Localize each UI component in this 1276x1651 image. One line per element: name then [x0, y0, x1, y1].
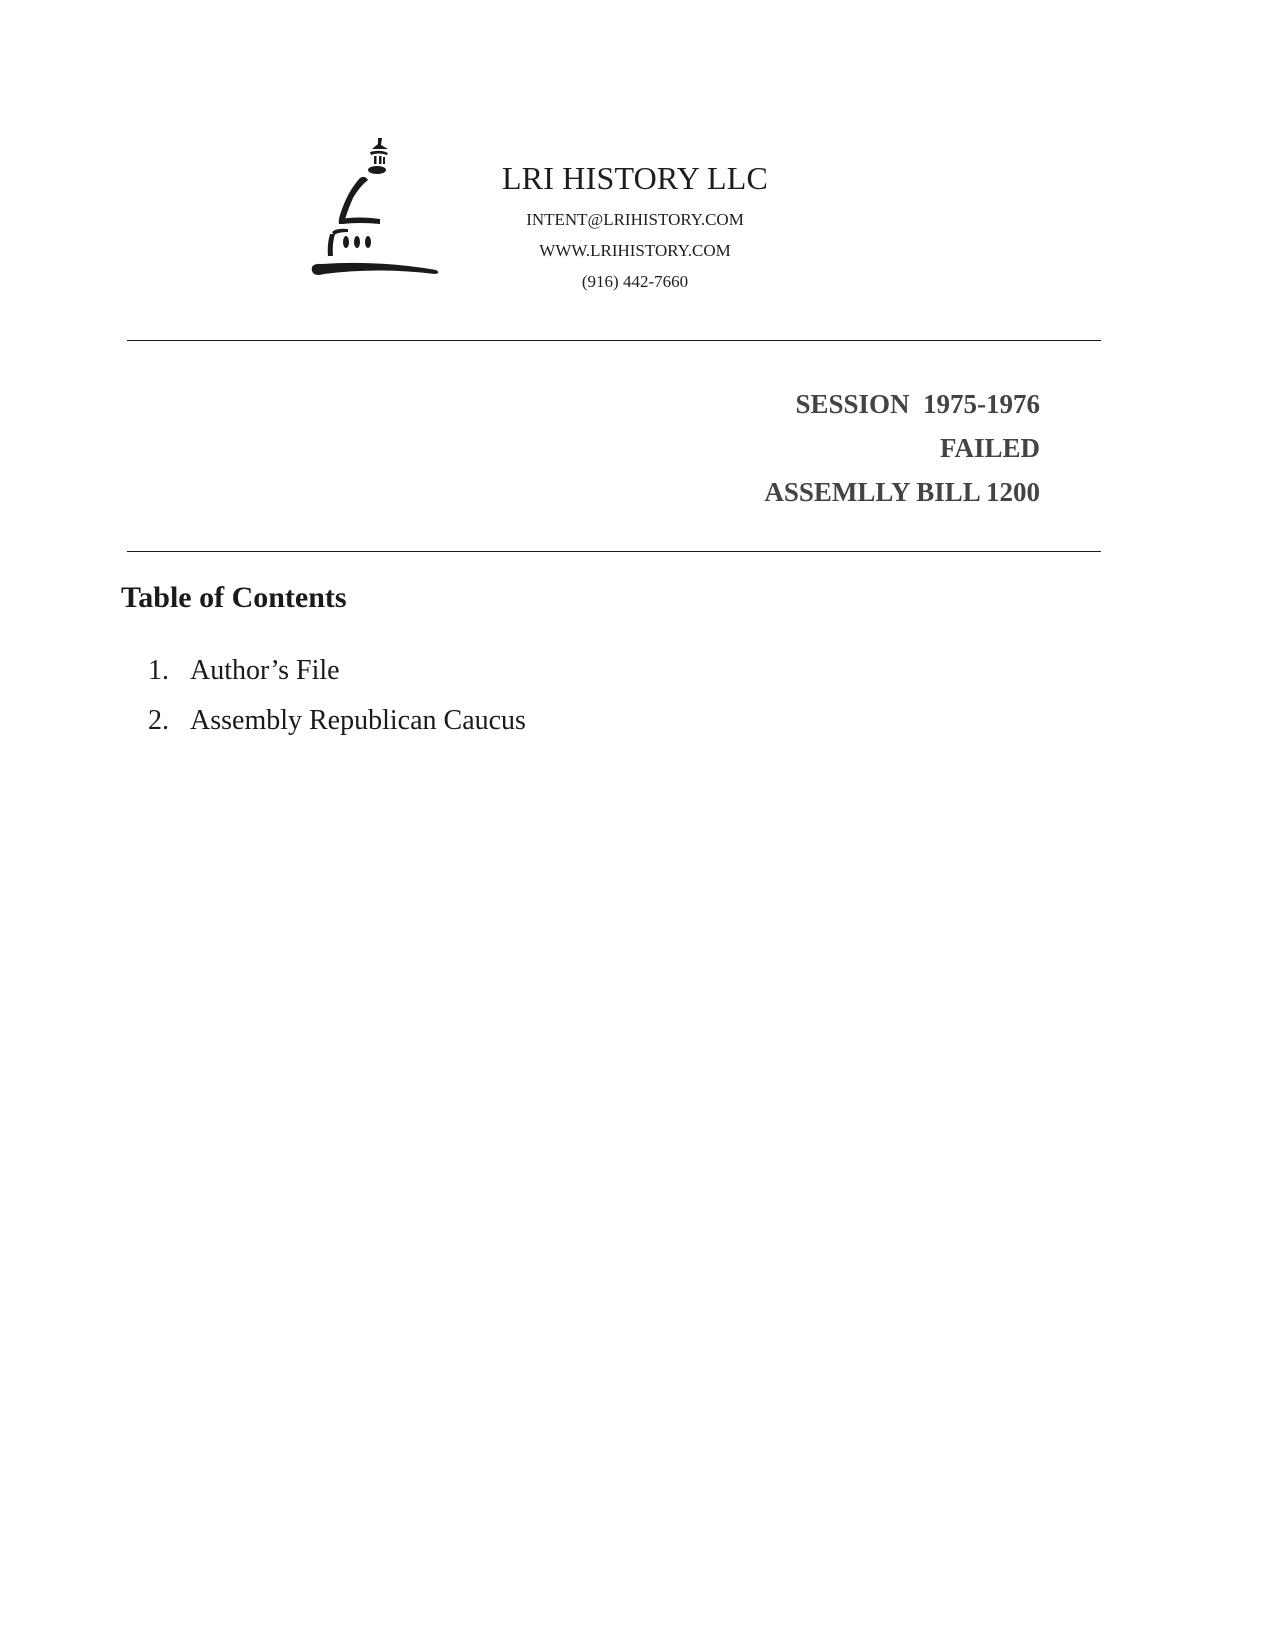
toc-item[interactable]	[148, 646, 526, 696]
bill-status: FAILED	[939, 433, 1040, 463]
contact-website: WWW.LRIHISTORY.COM	[539, 241, 731, 260]
toc-list	[148, 646, 526, 746]
letterhead	[430, 158, 840, 297]
company-name: LRI HISTORY LLC	[501, 160, 769, 196]
contact-phone: (916) 442-7660	[581, 272, 689, 291]
session-label: SESSION 1975-1976	[795, 389, 1040, 419]
capitol-dome-icon	[308, 136, 450, 296]
toc-item-label[interactable]: Assembly Republican Caucus	[190, 705, 526, 736]
top-divider	[127, 340, 1101, 341]
toc-item-label[interactable]: Author’s File	[190, 655, 340, 686]
toc-item-number: 2.	[148, 705, 169, 736]
toc-item[interactable]	[148, 696, 526, 746]
toc-heading: Table of Contents	[121, 581, 347, 614]
contact-email: INTENT@LRIHISTORY.COM	[526, 210, 744, 229]
bottom-divider	[127, 551, 1101, 552]
toc-item-number: 1.	[148, 655, 169, 686]
bill-title: ASSEMLLY BILL 1200	[764, 477, 1040, 507]
bill-info	[764, 382, 1040, 514]
